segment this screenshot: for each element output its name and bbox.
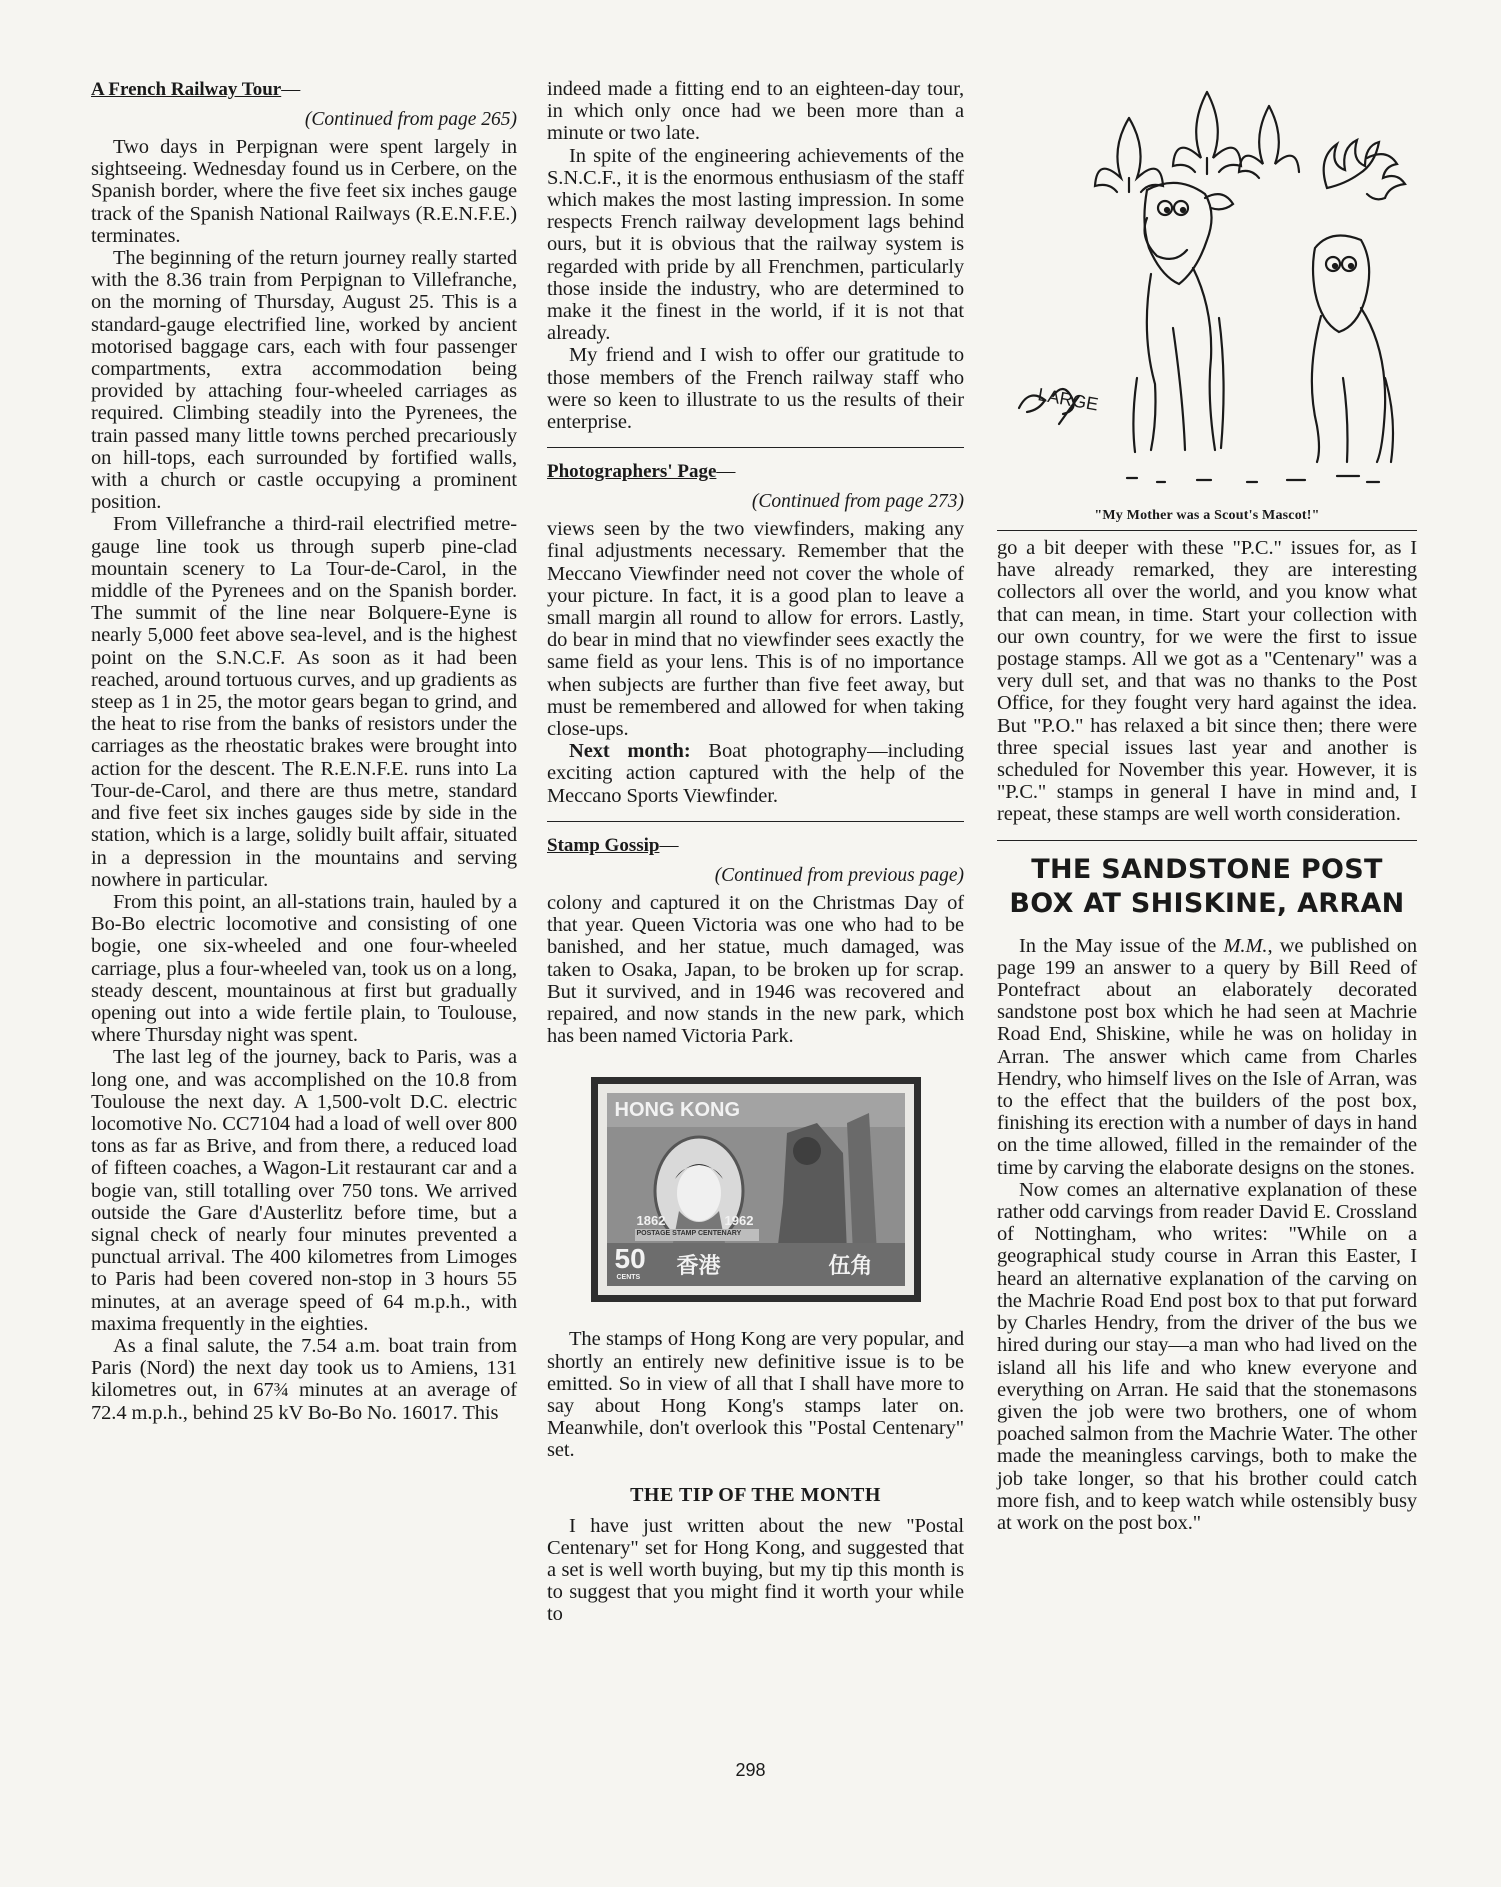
stamp-year-left: 1862 xyxy=(636,1213,666,1229)
section-heading-stamp-gossip: Stamp Gossip— xyxy=(547,834,679,856)
column-3 xyxy=(997,78,1417,1534)
paragraph: views seen by the two viewfinders, making any final adjustments necessary. Remember that the Meccano Viewfinder need not cover the whole of your picture. In fact, it is a good plan to leave a small margin all round to allow for errors. Lastly, do bear in mind that no viewfinder sees exactly the same field as your lens. This is of no importance when subjects are further than five feet away, but must be remembered and allowed for when taking close-ups. xyxy=(547,518,964,741)
stamp-chinese-right: 伍角 xyxy=(828,1254,873,1280)
paragraph: I have just written about the new "Postal Centenary" set for Hong Kong, and suggested that a set is well worth buying, but my tip this month is to suggest that you might find it worth your while to xyxy=(547,1514,964,1626)
paragraph: The stamps of Hong Kong are very popular, and shortly an entirely new definitive issue is to be emitted. So in view of all that I shall have more to say about Hong Kong's stamps later on. Meanwhile, don't overlook this "Postal Centenary" set. xyxy=(547,1328,964,1462)
continued-note: (Continued from page 273) xyxy=(751,491,964,513)
stamp-country: HONG KONG xyxy=(614,1099,741,1122)
continued-note: (Continued from previous page) xyxy=(714,864,964,886)
moose-cartoon xyxy=(997,78,1417,508)
hong-kong-stamp-image xyxy=(591,1077,921,1302)
paragraph: From this point, an all-stations train, hauled by a Bo-Bo electric locomotive and consisting of one bogie, one six-wheeled and one four-wheeled carriage, plus a four-wheeled van, took us on a long, steady descent, mountainous at first but gradually opening out into a wide fertile plain, to Toulouse, where Thursday night was spent. xyxy=(91,890,517,1047)
stamp-value: 50 xyxy=(614,1243,646,1275)
stamp-chinese-left: 香港 xyxy=(676,1254,721,1280)
continued-note: (Continued from page 265) xyxy=(304,109,517,130)
page-number: 298 xyxy=(735,1760,766,1780)
paragraph: As a final salute, the 7.54 a.m. boat train from Paris (Nord) the next day took us to Amiens, 131 kilometres out, in 67¾ minutes at an average of 72.4 m.p.h., behind 25 kV Bo-Bo No. 16017. This xyxy=(91,1334,517,1424)
section-rule xyxy=(997,840,1417,841)
paragraph: colony and captured it on the Christmas Day of that year. Queen Victoria was one who had to be banished, and her statue, much damaged, was taken to Osaka, Japan, to be broken up for scrap. But it survived, and in 1946 was recovered and repaired, and now stands in the new park, which has been named Victoria Park. xyxy=(547,891,964,1048)
paragraph: The beginning of the return journey really started with the 8.36 train from Perpignan to Villefranche, on the morning of Thursday, August 25. This is a standard-gauge electrified line, worked by ancient motorised baggage cars, each with four passenger compartments, extra accommodation being provided by attaching four-wheeled carriages as required. Climbing steadily into the Pyrenees, the train passed many little towns perched precariously on hill-tops, each surrounded by fortified walls, with a church or castle occupying a prominent position. xyxy=(91,247,517,514)
paragraph: In spite of the engineering achievements of the S.N.C.F., it is the enormous enthusiasm of the staff which makes the most lasting impression. In some respects French railway development lags behind ours, but it is obvious that the railway system is regarded with pride by all Frenchmen, particularly those inside the industry, who are determined to make it the finest in the world, if it is not that already. xyxy=(547,144,964,345)
column-2 xyxy=(547,78,964,1626)
article-headline: THE SANDSTONE POST BOX AT SHISKINE, ARRAN xyxy=(1009,853,1405,919)
paragraph: From Villefranche a third-rail electrified metre-gauge line took us through superb pine-clad mountain scenery to La Tour-de-Carol, in the middle of the Pyrenees and on the Spanish border. The summit of the line near Bolquere-Eyne is nearly 5,000 feet above sea-level, and is the highest point on the S.N.C.F. As soon as it had been reached, around tortuous curves, and up gradients as steep as 1 in 25, the motor gears began to grind, and the heat to rise from the banks of resistors under the carriages as the rheostatic brakes were brought into action for the descent. The R.E.N.F.E. runs into La Tour-de-Carol, and there are thus metre, standard and five feet six inches gauges side by side in the station, which is a large, solidly built affair, situated in a depression in the mountains and serving nowhere in particular. xyxy=(91,513,517,891)
paragraph: Now comes an alternative explanation of these rather odd carvings from reader David E. Crossland of Nottingham, who writes: "While on a geographical study course in Arran this Easter, I heard an alternative explanation of the carving on the Machrie Road End post box to that put forward by Charles Hendry, from the driver of the bus we hired during our stay—a man who had lived on the island all his life and who knew everyone and everything on Arran. He said that the stonemasons given the job were two brothers, one of whom poached salmon from the Machrie Water. The other made the meaningless carvings, both to make the job take longer, so that his brother could catch more fish, and to keep watch while ostensibly busy at work on the post box." xyxy=(997,1178,1417,1534)
paragraph: In the May issue of the M.M., we published on page 199 an answer to a query by Bill Reed of Pontefract about an elaborately decorated sandstone post box which he had seen at Machrie Road End, Shiskine, while he was on holiday in Arran. The answer which came from Charles Hendry, who himself lives on the Isle of Arran, was to the effect that the builders of the post box, finishing its erection with a number of days in hand on the time allowed, filled in the remainder of the time by carving the elaborate designs on the stones. xyxy=(997,934,1418,1179)
tip-of-month-title: THE TIP OF THE MONTH xyxy=(630,1483,881,1506)
paragraph: Two days in Perpignan were spent largely in sightseeing. Wednesday found us in Cerbere, on the Spanish border, where the five feet six inches gauge track of the Spanish National Railways (R.E.N.F.E.) terminates. xyxy=(91,136,517,247)
paragraph: indeed made a fitting end to an eighteen-day tour, in which only once had we been more than a minute or two late. xyxy=(547,78,964,145)
paragraph: My friend and I wish to offer our gratitude to those members of the French railway staff who were so keen to illustrate to us the results of their enterprise. xyxy=(547,344,964,434)
railway-heading-text: A French Railway Tour xyxy=(91,79,282,100)
stamp-value-sub: CENTS xyxy=(616,1274,641,1282)
cartoon-caption: "My Mother was a Scout's Mascot!" xyxy=(997,508,1417,531)
next-month-paragraph: Next month: Boat photography—including exciting action captured with the help of the Meccano Sports Viewfinder. xyxy=(547,740,965,807)
paragraph: The last leg of the journey, back to Paris, was a long one, and was accomplished on the 10.8 from Toulouse the next day. A 1,500-volt D.C. electric locomotive No. CC7104 had a load of well over 800 tons as far as Brive, and from there, a reduced load of fifteen coaches, a Wagon-Lit restaurant car and a bogie van, still totalling over 750 tons. We arrived outside the Gare d'Austerlitz before time, but a signal check of nearly four minutes prevented a punctual arrival. The 400 kilometres from Limoges to Paris had been covered non-stop in 3 hours 55 minutes, at an average speed of 64 m.p.h., with maxima frequently in the eighties. xyxy=(91,1046,517,1335)
stamp-year-right: 1962 xyxy=(724,1213,754,1229)
section-heading-photographers: Photographers' Page— xyxy=(547,461,736,483)
section-rule xyxy=(547,821,964,822)
stamp-banner: POSTAGE STAMP CENTENARY xyxy=(636,1230,742,1238)
cartoon-signature: LARGE xyxy=(1036,384,1100,415)
moose-cartoon-drawing xyxy=(997,78,1417,508)
section-rule xyxy=(547,447,964,448)
column-1 xyxy=(91,78,517,1424)
section-heading-railway: A French Railway Tour— xyxy=(91,79,301,100)
paragraph: go a bit deeper with these "P.C." issues for, as I have already remarked, they are interesting collectors all over the world, and you know what that can mean, in time. Start your collection with our own country, for we were the first to issue postage stamps. All we got as a "Centenary" was a very dull set, and that was no thanks to the Post Office, for they fought very hard against the idea. But "P.O." has relaxed a bit since then; there were three special issues last year and another is scheduled for November this year. However, it is "P.C." stamps in general I have in mind and, I repeat, these stamps are well worth consideration. xyxy=(997,537,1417,826)
